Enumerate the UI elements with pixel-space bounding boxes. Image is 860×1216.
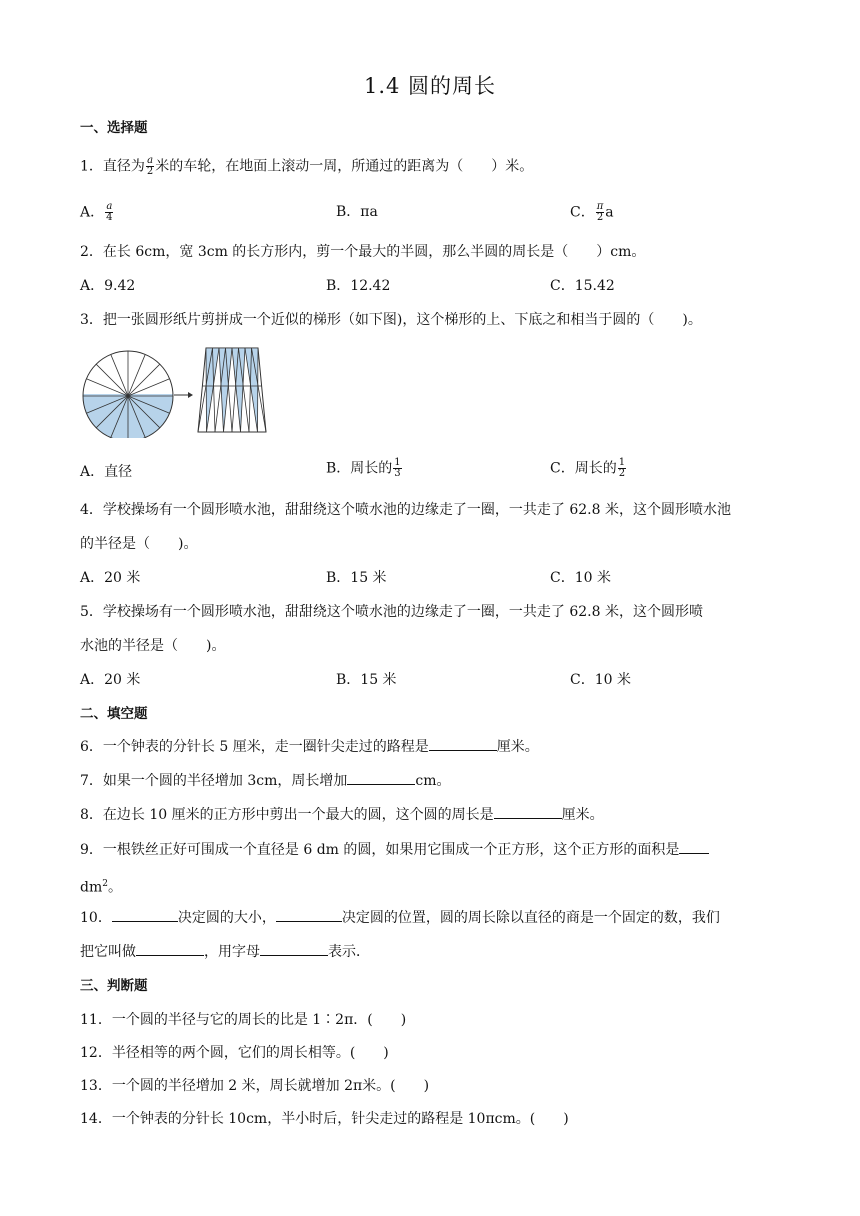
question-1 (80, 156, 533, 177)
question-8-post: 厘米。 (561, 807, 604, 823)
question-8-pre: 8．在边长 10 厘米的正方形中剪出一个最大的圆，这个圆的周长是 (80, 807, 494, 823)
option-4c[interactable]: C．10 米 (550, 570, 611, 586)
option-2c[interactable]: C．15.42 (550, 278, 615, 294)
option-1a[interactable] (80, 202, 115, 223)
fraction-numerator: a (147, 155, 154, 166)
question-7-post: cm。 (415, 773, 451, 789)
question-10-part: 决定圆的大小， (177, 910, 276, 926)
arrow-head (188, 392, 193, 398)
fraction-1-over-2 (618, 458, 626, 479)
answer-blank[interactable] (260, 942, 328, 956)
question-4-line-2: 的半径是（ )。 (80, 536, 198, 552)
fraction-numerator: π (596, 201, 604, 212)
option-1b[interactable]: B．πa (336, 204, 378, 220)
question-14: 14．一个钟表的分针长 10cm，半小时后，针尖走过的路程是 10πcm。( ) (80, 1111, 569, 1127)
option-label: C．周长的 (550, 460, 617, 477)
fraction-numerator: a (106, 201, 113, 212)
question-13: 13．一个圆的半径增加 2 米，周长就增加 2π米。( ) (80, 1078, 430, 1094)
fraction-1-over-3 (393, 458, 401, 479)
option-2b[interactable]: B．12.42 (326, 278, 391, 294)
option-label: A． (80, 204, 105, 221)
question-9-line-1 (80, 840, 709, 860)
option-label: C． (570, 204, 595, 221)
option-4a[interactable]: A．20 米 (80, 570, 141, 586)
unit-dm: dm (80, 879, 103, 896)
section-heading-judge: 三、判断题 (80, 978, 148, 994)
fraction-denominator: 4 (106, 212, 113, 223)
fraction-denominator: 2 (618, 468, 626, 479)
fraction-numerator: 1 (394, 457, 401, 468)
sector-line (96, 364, 128, 396)
question-7 (80, 771, 451, 791)
section-heading-fill: 二、填空题 (80, 706, 148, 722)
fraction-denominator: 3 (394, 468, 401, 479)
page-title: 1.4 圆的周长 (363, 74, 497, 98)
question-1-pre: 1．直径为 (80, 158, 145, 175)
question-7-pre: 7．如果一个圆的半径增加 3cm，周长增加 (80, 773, 348, 789)
option-3b[interactable] (326, 458, 403, 479)
fraction-denominator: 2 (146, 166, 154, 177)
question-3: 3．把一张圆形纸片剪拼成一个近似的梯形（如下图)，这个梯形的上、下底之和相当于圆的（ )。 (80, 312, 702, 328)
question-10-part: 表示． (328, 944, 370, 960)
answer-blank[interactable] (276, 908, 342, 922)
unit-exponent: 2 (102, 879, 108, 889)
option-2a[interactable]: A．9.42 (80, 278, 136, 294)
answer-blank[interactable] (112, 908, 178, 922)
fraction-a-over-2 (146, 156, 154, 177)
fraction-pi-over-2 (596, 202, 605, 223)
figure-svg (80, 338, 280, 438)
question-6-post: 厘米。 (496, 739, 539, 755)
question-8 (80, 805, 604, 825)
answer-blank[interactable] (429, 737, 497, 751)
trapezoid-shape (198, 348, 266, 432)
question-10-part: ，用字母 (204, 944, 260, 960)
question-6-pre: 6．一个钟表的分针长 5 厘米，走一圈针尖走过的路程是 (80, 739, 429, 755)
option-tail: a (605, 204, 614, 221)
section-heading-choice: 一、选择题 (80, 120, 148, 136)
answer-blank[interactable] (347, 771, 415, 785)
question-1-post: 米的车轮，在地面上滚动一周，所通过的距离为（ ）米。 (155, 158, 534, 175)
question-9-text: 9．一根铁丝正好可围成一个直径是 6 dm 的圆，如果用它围成一个正方形，这个正方形的面积是 (80, 842, 680, 858)
question-12: 12．半径相等的两个圆，它们的周长相等。( ) (80, 1045, 389, 1061)
option-3a[interactable]: A．直径 (80, 464, 133, 480)
answer-blank[interactable] (494, 805, 562, 819)
question-5-line-1: 5．学校操场有一个圆形喷水池，甜甜绕这个喷水池的边缘走了一圈，一共走了 62.8 米，这个圆形喷 (80, 604, 703, 620)
option-5b[interactable]: B．15 米 (336, 672, 397, 688)
question-5-line-2: 水池的半径是（ )。 (80, 638, 226, 654)
question-2: 2．在长 6cm，宽 3cm 的长方形内，剪一个最大的半圆，那么半圆的周长是（ ）cm。 (80, 244, 646, 260)
option-5a[interactable]: A．20 米 (80, 672, 141, 688)
fraction-denominator: 2 (596, 212, 604, 223)
option-label: B．周长的 (326, 460, 393, 477)
fraction-a-over-4 (105, 202, 113, 223)
question-9-line-2 (80, 874, 122, 898)
fraction-numerator: 1 (618, 457, 626, 468)
question-11: 11．一个圆的半径与它的周长的比是 1∶2π．( ) (80, 1012, 407, 1028)
question-10-line-2 (80, 942, 370, 962)
question-10-part: 把它叫做 (80, 944, 136, 960)
question-10-line-1 (80, 908, 720, 928)
sector-line (128, 364, 160, 396)
question-10-part: 决定圆的位置，圆的周长除以直径的商是一个固定的数，我们 (341, 910, 720, 926)
circle-to-trapezoid-figure (80, 338, 280, 442)
question-10-number: 10． (80, 910, 112, 926)
option-1c[interactable] (570, 202, 614, 223)
answer-blank[interactable] (136, 942, 204, 956)
option-5c[interactable]: C．10 米 (570, 672, 631, 688)
option-3c[interactable] (550, 458, 627, 479)
answer-blank[interactable] (679, 840, 709, 854)
question-6 (80, 737, 539, 757)
question-4-line-1: 4．学校操场有一个圆形喷水池，甜甜绕这个喷水池的边缘走了一圈，一共走了 62.8 米，这个圆形喷水池 (80, 502, 731, 518)
question-9-tail: 。 (107, 879, 122, 896)
option-4b[interactable]: B．15 米 (326, 570, 387, 586)
